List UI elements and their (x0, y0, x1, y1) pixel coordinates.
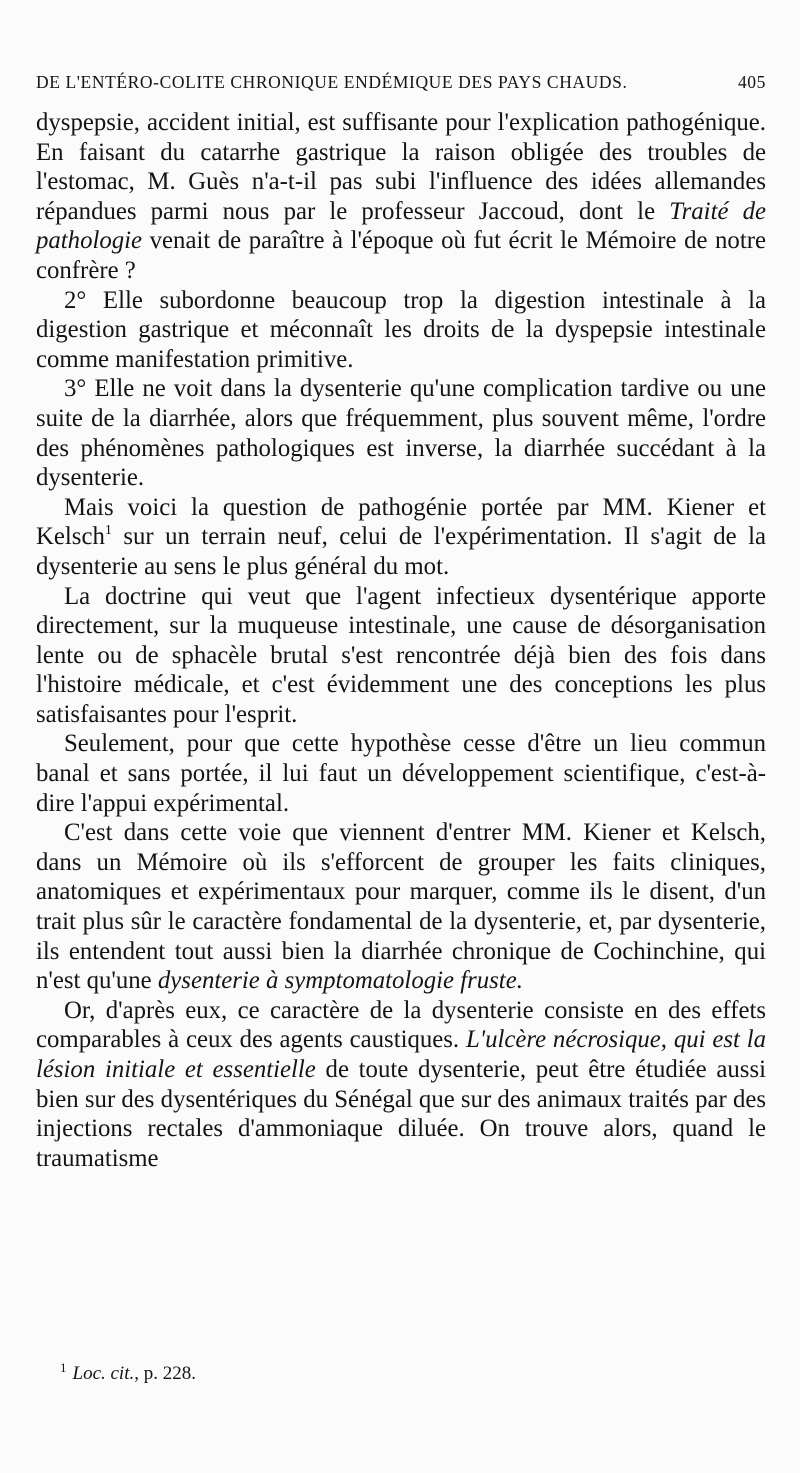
footnote (60, 1360, 196, 1385)
italic-title: Traité de pathologie (36, 197, 766, 255)
text-span: Mais voici la question de pathogénie portée par MM. Kiener et Kelsch (36, 493, 766, 551)
footnote-ref-rest: , p. 228. (134, 1363, 196, 1384)
paragraph (36, 996, 766, 1174)
italic-phrase: dysenterie à symptomatologie fruste. (157, 967, 523, 995)
paragraph (36, 729, 766, 818)
paragraph (36, 818, 766, 996)
paragraph (36, 108, 766, 286)
body-text (36, 108, 766, 1173)
page-number: 405 (737, 72, 766, 92)
italic-phrase: L'ulcère nécrosique, qui est la lésion initiale et essentielle (36, 1026, 766, 1083)
paragraph (36, 374, 766, 492)
text-span: 3° Elle ne voit dans la dysenterie qu'une complication tardive ou une suite de la diarrhée, alors que fréquemment, plus souvent même, l'ordre des phénomènes pathologiques est inverse, la diarrhée succédant à la dysenterie. (36, 375, 766, 492)
text-span: C'est dans cette voie que viennent d'entrer MM. Kiener et Kelsch, dans un Mémoire où ils s'efforcent de grouper les faits cliniques, anatomiques et expérimentaux pour marquer, comme ils le disent, d'un trait plus sûr le caractère fondamental de la dysenterie, et, par dysenterie, ils entendent tout aussi bien la diarrhée chronique de Cochinchine, qui n'est qu'une (36, 819, 766, 995)
text-span: de toute dysenterie, peut être étudiée aussi bien sur des dysentériques du Sénégal que sur des animaux traités par des injections rectales d'ammoniaque diluée. On trouve alors, quand le traumatisme (36, 1056, 766, 1172)
paragraph (36, 582, 766, 730)
footnote-ref: 1 (104, 523, 112, 539)
footnote-mark: 1 (60, 1360, 67, 1375)
text-span: venait de paraître à l'époque où fut écrit le Mémoire de notre confrère ? (36, 227, 766, 284)
running-title: DE L'ENTÉRO-COLITE CHRONIQUE ENDÉMIQUE DES PAYS CHAUDS. (36, 72, 628, 92)
text-span: Seulement, pour que cette hypothèse cesse d'être un lieu commun banal et sans portée, il lui faut un développement scientifique, c'est-à-dire l'appui expérimental. (36, 730, 766, 817)
text-span: 2° Elle subordonne beaucoup trop la digestion intestinale à la digestion gastrique et méconnaît les droits de la dyspepsie intestinale comme manifestation primitive. (36, 286, 766, 373)
footnote-ref-italic: Loc. cit. (72, 1363, 135, 1384)
text-span: sur un terrain neuf, celui de l'expérimentation. Il s'agit de la dysenterie au sens le plus général du mot. (36, 523, 766, 580)
text-span: La doctrine qui veut que l'agent infectieux dysentérique apporte directement, sur la muqueuse intestinale, une cause de désorganisation lente ou de sphacèle brutal s'est rencontrée déjà bien des fois dans l'histoire médicale, et c'est évidemment une des conceptions les plus satisfaisantes pour l'esprit. (36, 582, 766, 728)
paragraph (36, 493, 766, 582)
paragraph (36, 286, 766, 375)
running-header (36, 72, 766, 98)
text-span: Or, d'après eux, ce caractère de la dysenterie consiste en des effets comparables à ceux des agents caustiques. (36, 996, 766, 1054)
text-span: dyspepsie, accident initial, est suffisante pour l'explication pathogénique. En faisant du catarrhe gastrique la raison obligée des troubles de l'estomac, M. Guès n'a-t-il pas subi l'influence des idées allemandes répandues parmi nous par le professeur Jaccoud, dont le (36, 109, 766, 225)
